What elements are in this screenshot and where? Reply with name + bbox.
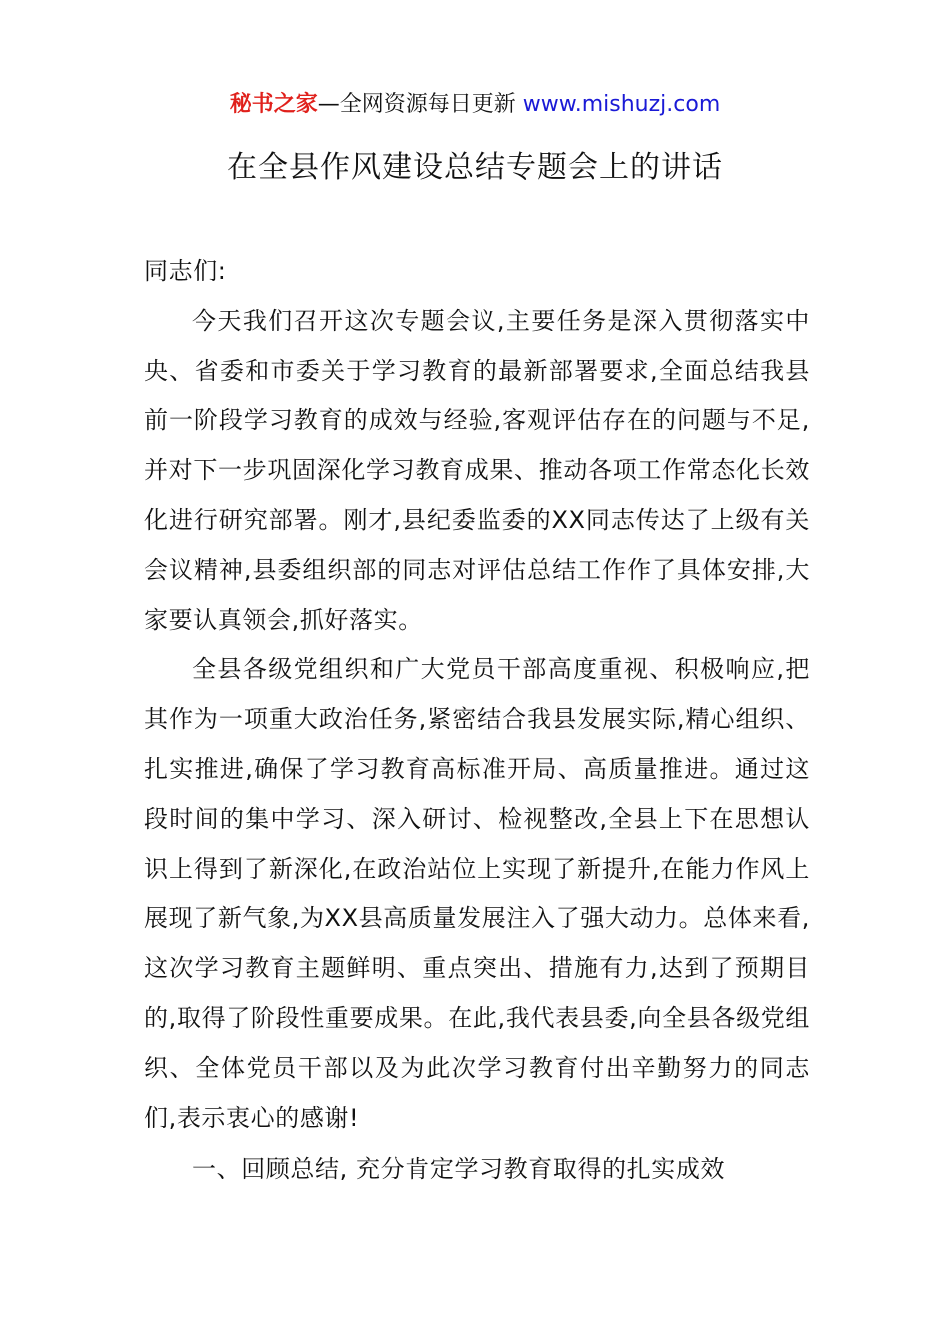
document-body [144,247,810,1195]
header-tagline: —全网资源每日更新 [317,92,523,117]
salutation: 同志们: [144,257,227,285]
site-header [0,88,950,122]
paragraph-1: 今天我们召开这次专题会议,主要任务是深入贯彻落实中央、省委和市委关于学习教育的最新部署要求,全面总结我县前一阶段学习教育的成效与经验,客观评估存在的问题与不足,并对下一步巩固深化学习教育成果、推动各项工作常态化长效化进行研究部署。刚才,县纪委监委的XX同志传达了上级有关会议精神,县委组织部的同志对评估总结工作作了具体安排,大家要认真领会,抓好落实。 [144,306,810,634]
paragraph-2: 全县各级党组织和广大党员干部高度重视、积极响应,把其作为一项重大政治任务,紧密结合我县发展实际,精心组织、扎实推进,确保了学习教育高标准开局、高质量推进。通过这段时间的集中学习、深入研讨、检视整改,全县上下在思想认识上得到了新深化,在政治站位上实现了新提升,在能力作风上展现了新气象,为XX县高质量发展注入了强大动力。总体来看,这次学习教育主题鲜明、重点突出、措施有力,达到了预期目的,取得了阶段性重要成果。在此,我代表县委,向全县各级党组织、全体党员干部以及为此次学习教育付出辛勤努力的同志们,表示衷心的感谢! [144,655,810,1132]
section-heading: 一、回顾总结, 充分肯定学习教育取得的扎实成效 [192,1155,726,1184]
document-title: 在全县作风建设总结专题会上的讲话 [227,150,723,185]
brand-name: 秘书之家 [229,92,318,117]
site-link[interactable]: www.mishuzj.com [522,92,721,117]
